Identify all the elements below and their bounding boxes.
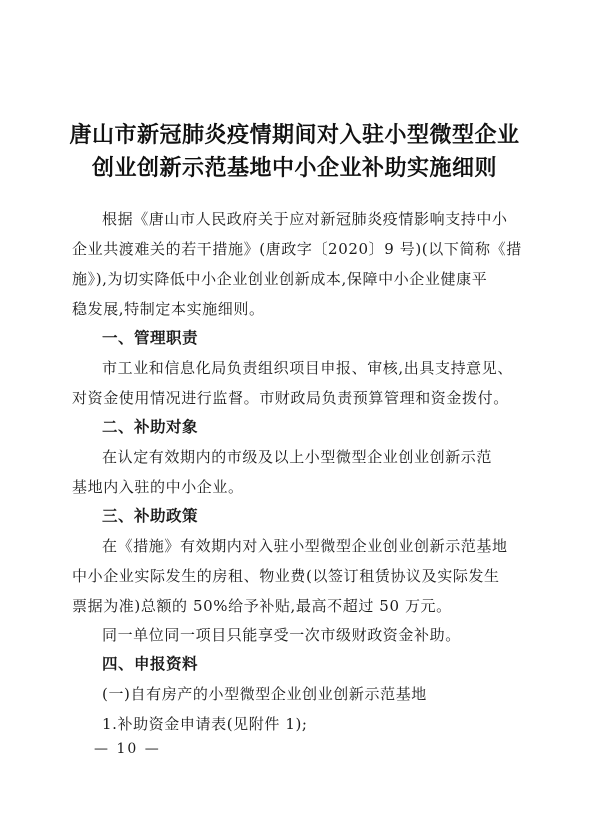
document-title-line-1: 唐山市新冠肺炎疫情期间对入驻小型微型企业 xyxy=(69,123,520,148)
section-2-line-1: 在认定有效期内的市级及以上小型微型企业创业创新示范 xyxy=(102,448,493,466)
document-title-line-2: 创业创新示范基地中小企业补助实施细则 xyxy=(91,156,497,181)
section-4-line-2: 1.补助资金申请表(见附件 1); xyxy=(102,715,308,733)
intro-line-3: 施》),为切实降低中小企业创业创新成本,保障中小企业健康平 xyxy=(72,270,488,288)
section-3-line-3: 票据为准)总额的 50%给予补贴,最高不超过 50 万元。 xyxy=(72,597,452,615)
intro-line-1: 根据《唐山市人民政府关于应对新冠肺炎疫情影响支持中小 xyxy=(102,210,508,228)
section-3-line-1: 在《措施》有效期内对入驻小型微型企业创业创新示范基地 xyxy=(102,537,508,555)
section-2-line-2: 基地内入驻的中小企业。 xyxy=(72,478,244,496)
section-3-line-4: 同一单位同一项目只能享受一次市级财政资金补助。 xyxy=(102,626,461,644)
section-1-line-2: 对资金使用情况进行监督。市财政局负责预算管理和资金拨付。 xyxy=(72,389,509,407)
page-number: — 10 — xyxy=(94,741,161,757)
section-1-line-1: 市工业和信息化局负责组织项目申报、审核,出具支持意见、 xyxy=(102,359,513,377)
intro-line-4: 稳发展,特制定本实施细则。 xyxy=(72,300,265,318)
section-4-line-1: (一)自有房产的小型微型企业创业创新示范基地 xyxy=(102,685,427,703)
section-heading-application-materials: 四、申报资料 xyxy=(102,655,199,673)
section-heading-subsidy-policy: 三、补助政策 xyxy=(102,507,199,525)
section-heading-subsidy-target: 二、补助对象 xyxy=(102,418,199,436)
intro-line-2: 企业共渡难关的若干措施》(唐政字〔2020〕9 号)(以下简称《措 xyxy=(72,240,522,258)
section-3-line-2: 中小企业实际发生的房租、物业费(以签订租赁协议及实际发生 xyxy=(72,567,500,585)
section-heading-management: 一、管理职责 xyxy=(102,329,199,347)
